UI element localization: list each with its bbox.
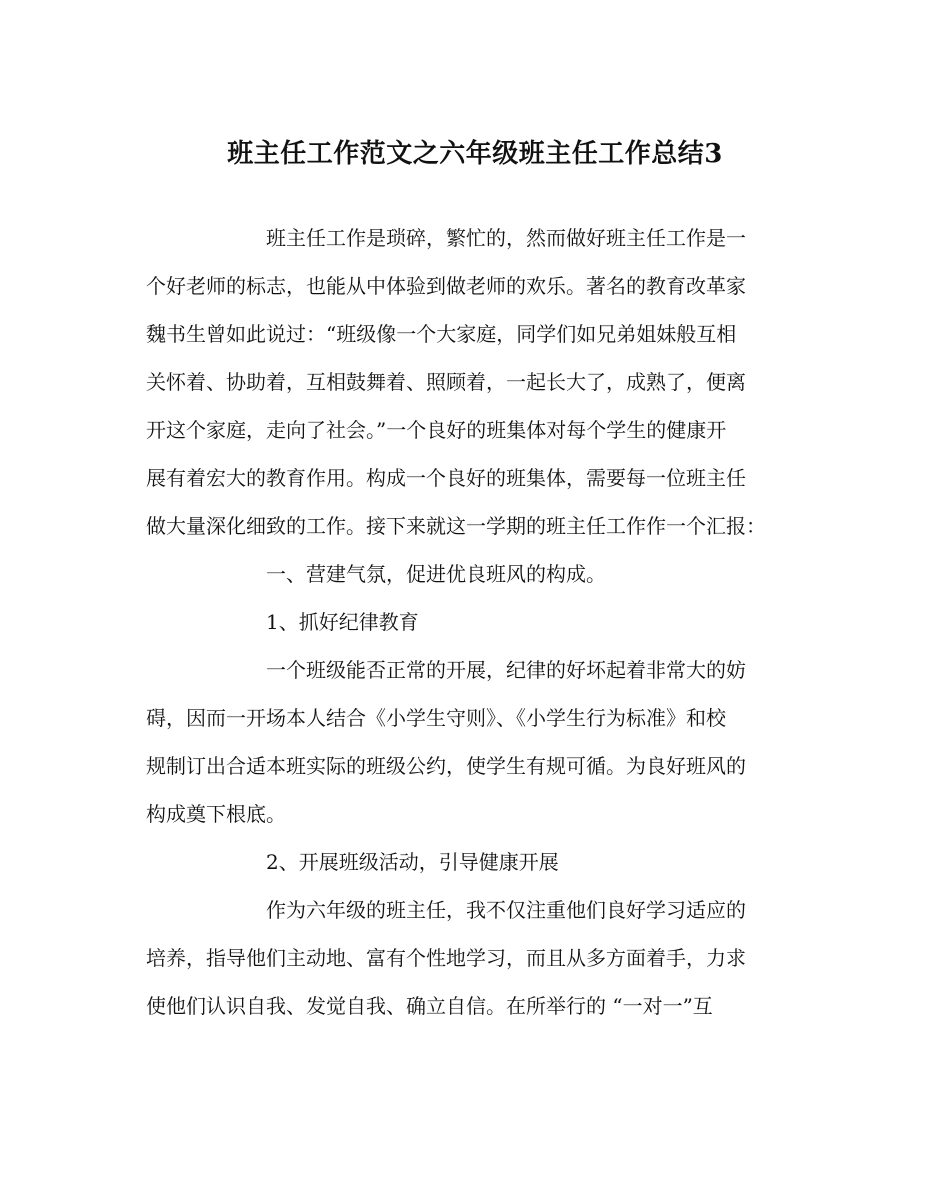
paragraph-line: 开这个家庭，走向了社会。”一个良好的班集体对每个学生的健康开 — [146, 418, 727, 442]
paragraph-line: 碍，因而一开场本人结合《小学生守则》、《小学生行为标准》和校 — [146, 706, 726, 730]
paragraph-line: 关怀着、协助着，互相鼓舞着、照顾着，一起长大了，成熟了，便离 — [146, 370, 746, 394]
paragraph-line: 培养，指导他们主动地、富有个性地学习，而且从多方面着手，力求 — [146, 946, 746, 970]
paragraph-line: 构成奠下根底。 — [146, 802, 286, 826]
paragraph-line: 个好老师的标志，也能从中体验到做老师的欢乐。著名的教育改革家 — [146, 274, 746, 298]
paragraph-line: 规制订出合适本班实际的班级公约，使学生有规可循。为良好班风的 — [146, 754, 746, 778]
paragraph-line: 做大量深化细致的工作。接下来就这一学期的班主任工作作一个汇报： — [146, 514, 766, 538]
paragraph-line: 魏书生曾如此说过：“班级像一个大家庭，同学们如兄弟姐妹般互相 — [146, 322, 737, 346]
paragraph-line: 作为六年级的班主任，我不仅注重他们良好学习适应的 — [266, 898, 746, 922]
document-title: 班主任工作范文之六年级班主任工作总结3 — [227, 139, 723, 169]
paragraph-line: 使他们认识自我、发觉自我、确立自信。在所举行的 “一对一”互 — [146, 994, 713, 1018]
section-heading: 一、营建气氛，促进优良班风的构成。 — [266, 562, 606, 586]
document-body — [146, 214, 810, 1030]
paragraph-line: 一个班级能否正常的开展，纪律的好坏起着非常大的妨 — [266, 658, 746, 682]
subsection-heading: 2、开展班级活动，引导健康开展 — [266, 850, 559, 874]
paragraph-line: 班主任工作是琐碎，繁忙的，然而做好班主任工作是一 — [266, 226, 746, 250]
paragraph-line: 展有着宏大的教育作用。构成一个良好的班集体，需要每一位班主任 — [146, 466, 746, 490]
subsection-heading: 1、抓好纪律教育 — [266, 610, 419, 634]
